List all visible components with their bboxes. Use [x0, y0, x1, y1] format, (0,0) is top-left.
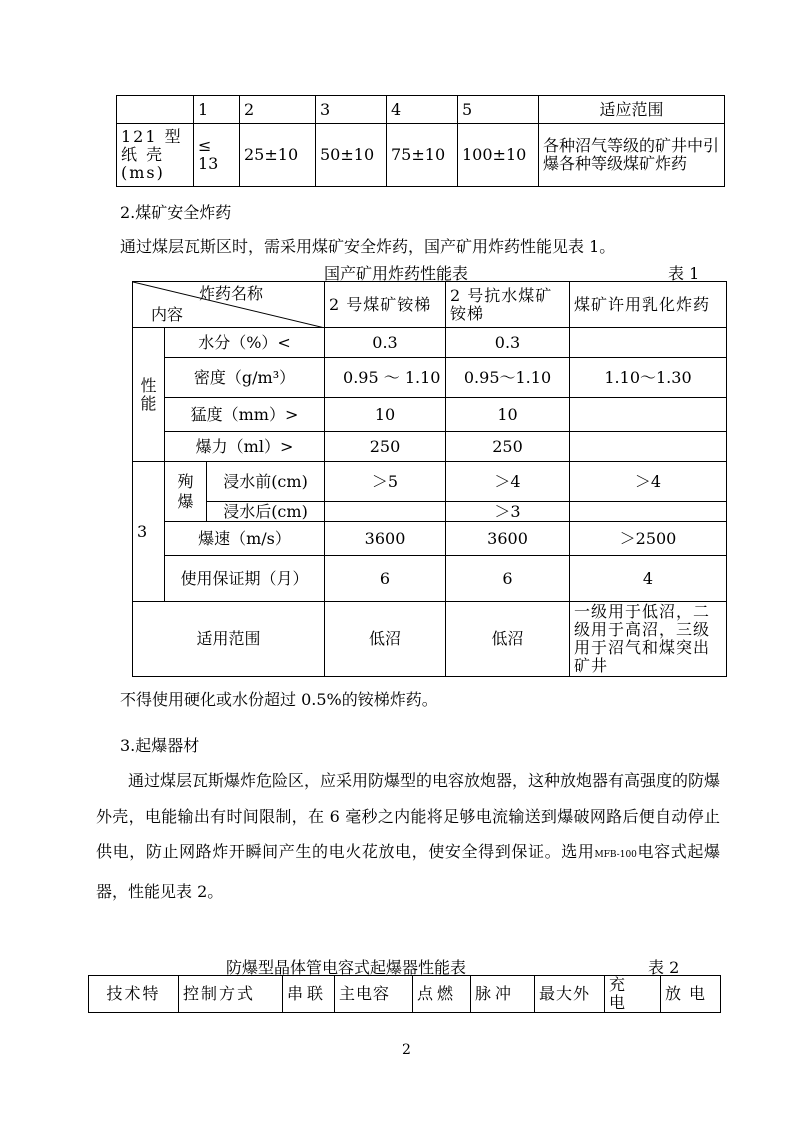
table-cell: 1.10～1.30 — [570, 358, 727, 398]
corner-bottom-label: 内容 — [151, 305, 184, 324]
column-header: 2 号煤矿铵梯 — [325, 282, 446, 328]
table-cell: 10 — [446, 398, 570, 432]
section-heading: 2.煤矿安全炸药 — [120, 203, 232, 222]
table-cell — [570, 398, 727, 432]
row-label: 爆力（ml）> — [165, 432, 325, 462]
table-cell: 低沼 — [446, 602, 570, 677]
table-cell: 3600 — [325, 522, 446, 556]
table-cell: 0.95～1.10 — [446, 358, 570, 398]
row-label: 水分（%）< — [165, 328, 325, 358]
corner-header — [133, 282, 325, 328]
table-header-cell: 最大外 — [535, 976, 605, 1013]
table-header-cell: 点燃 — [413, 976, 471, 1013]
table-cell: 0.3 — [446, 328, 570, 358]
row-label: 猛度（mm）> — [165, 398, 325, 432]
table-cell: 250 — [325, 432, 446, 462]
table-cell: 6 — [446, 556, 570, 602]
row-label: 适用范围 — [133, 602, 325, 677]
table-cell: ≤ 13 — [194, 124, 240, 187]
table-header-cell: 5 — [458, 96, 539, 124]
table-cell — [570, 432, 727, 462]
table-cell: ＞5 — [325, 462, 446, 502]
table-cell: 121 型纸 壳(ms) — [117, 124, 194, 187]
table-cell: ＞2500 — [570, 522, 727, 556]
table-cell: 10 — [325, 398, 446, 432]
table-cell: 0.95 ～ 1.10 — [325, 358, 446, 398]
row-label: 浸水前(cm) — [207, 462, 325, 502]
table-explosives — [132, 281, 726, 678]
table-cell: 75±10 — [387, 124, 458, 187]
table-cell: 6 — [325, 556, 446, 602]
column-header: 煤矿许用乳化炸药 — [570, 282, 727, 328]
model-code: MFB-100 — [594, 850, 637, 860]
table-cell: 25±10 — [240, 124, 316, 187]
table-header-cell: 1 — [194, 96, 240, 124]
table-cell: ＞4 — [446, 462, 570, 502]
table-cell: ＞3 — [446, 502, 570, 522]
table-header-cell: 放电 — [661, 976, 721, 1013]
table-cell: 一级用于低沼，二级用于高沼，三级用于沼气和煤突出矿井 — [570, 602, 727, 677]
table-cell: 各种沼气等级的矿井中引爆各种等级煤矿炸药 — [539, 124, 725, 187]
paragraph: 通过煤层瓦斯爆炸危险区，应采用防爆型的电容放炮器，这种放炮器有高强度的防爆外壳，电能输出有时间限制，在 6 毫秒之内能将足够电流输送到爆破网路后便自动停止供电，防止网路炸开瞬间产生的电火花放电，使安全得到保证。选用MFB-100电容式起爆器，性能见表 2。 — [96, 771, 721, 901]
section-heading: 3.起爆器材 — [120, 736, 200, 755]
table-header-cell: 4 — [387, 96, 458, 124]
table-detonator-delay — [116, 95, 725, 187]
table-header-cell: 适应范围 — [539, 96, 725, 124]
table-exploder — [88, 975, 721, 1013]
table-header-cell: 脉冲 — [471, 976, 535, 1013]
table-caption: 防爆型晶体管电容式起爆器性能表 — [226, 958, 467, 977]
row-label: 爆速（m/s） — [165, 522, 325, 556]
sub-group-label: 殉爆 — [165, 462, 207, 522]
table-cell — [570, 502, 727, 522]
table-header-cell: 充电 — [605, 976, 661, 1013]
row-label: 浸水后(cm) — [207, 502, 325, 522]
paragraph: 通过煤层瓦斯区时，需采用煤矿安全炸药，国产矿用炸药性能见表 1。 — [120, 237, 616, 256]
table-number: 表 2 — [648, 958, 680, 977]
table-header-cell: 2 — [240, 96, 316, 124]
group-label: 3 — [133, 462, 165, 602]
group-label: 性能 — [133, 328, 165, 462]
table-cell — [570, 328, 727, 358]
table-cell: 低沼 — [325, 602, 446, 677]
row-label: 密度（g/m³） — [165, 358, 325, 398]
table-cell: 250 — [446, 432, 570, 462]
table-cell: 3600 — [446, 522, 570, 556]
table-number: 表 1 — [668, 264, 700, 283]
table-cell: 0.3 — [325, 328, 446, 358]
table-cell: 50±10 — [316, 124, 387, 187]
row-label: 使用保证期（月） — [165, 556, 325, 602]
table-header-cell: 3 — [316, 96, 387, 124]
table-cell — [325, 502, 446, 522]
note-text: 不得使用硬化或水份超过 0.5%的铵梯炸药。 — [120, 690, 438, 709]
table-header-cell: 串联 — [283, 976, 335, 1013]
corner-top-label: 炸药名称 — [199, 284, 264, 303]
table-cell: 100±10 — [458, 124, 539, 187]
table-cell: ＞4 — [570, 462, 727, 502]
table-cell: 4 — [570, 556, 727, 602]
column-header: 2 号抗水煤矿铵梯 — [446, 282, 570, 328]
table-caption: 国产矿用炸药性能表 — [324, 264, 469, 283]
table-header-cell — [117, 96, 194, 124]
table-header-cell: 技术特 — [89, 976, 179, 1013]
table-header-cell: 控制方式 — [179, 976, 283, 1013]
page-number: 2 — [402, 1042, 411, 1058]
table-header-cell: 主电容 — [335, 976, 413, 1013]
